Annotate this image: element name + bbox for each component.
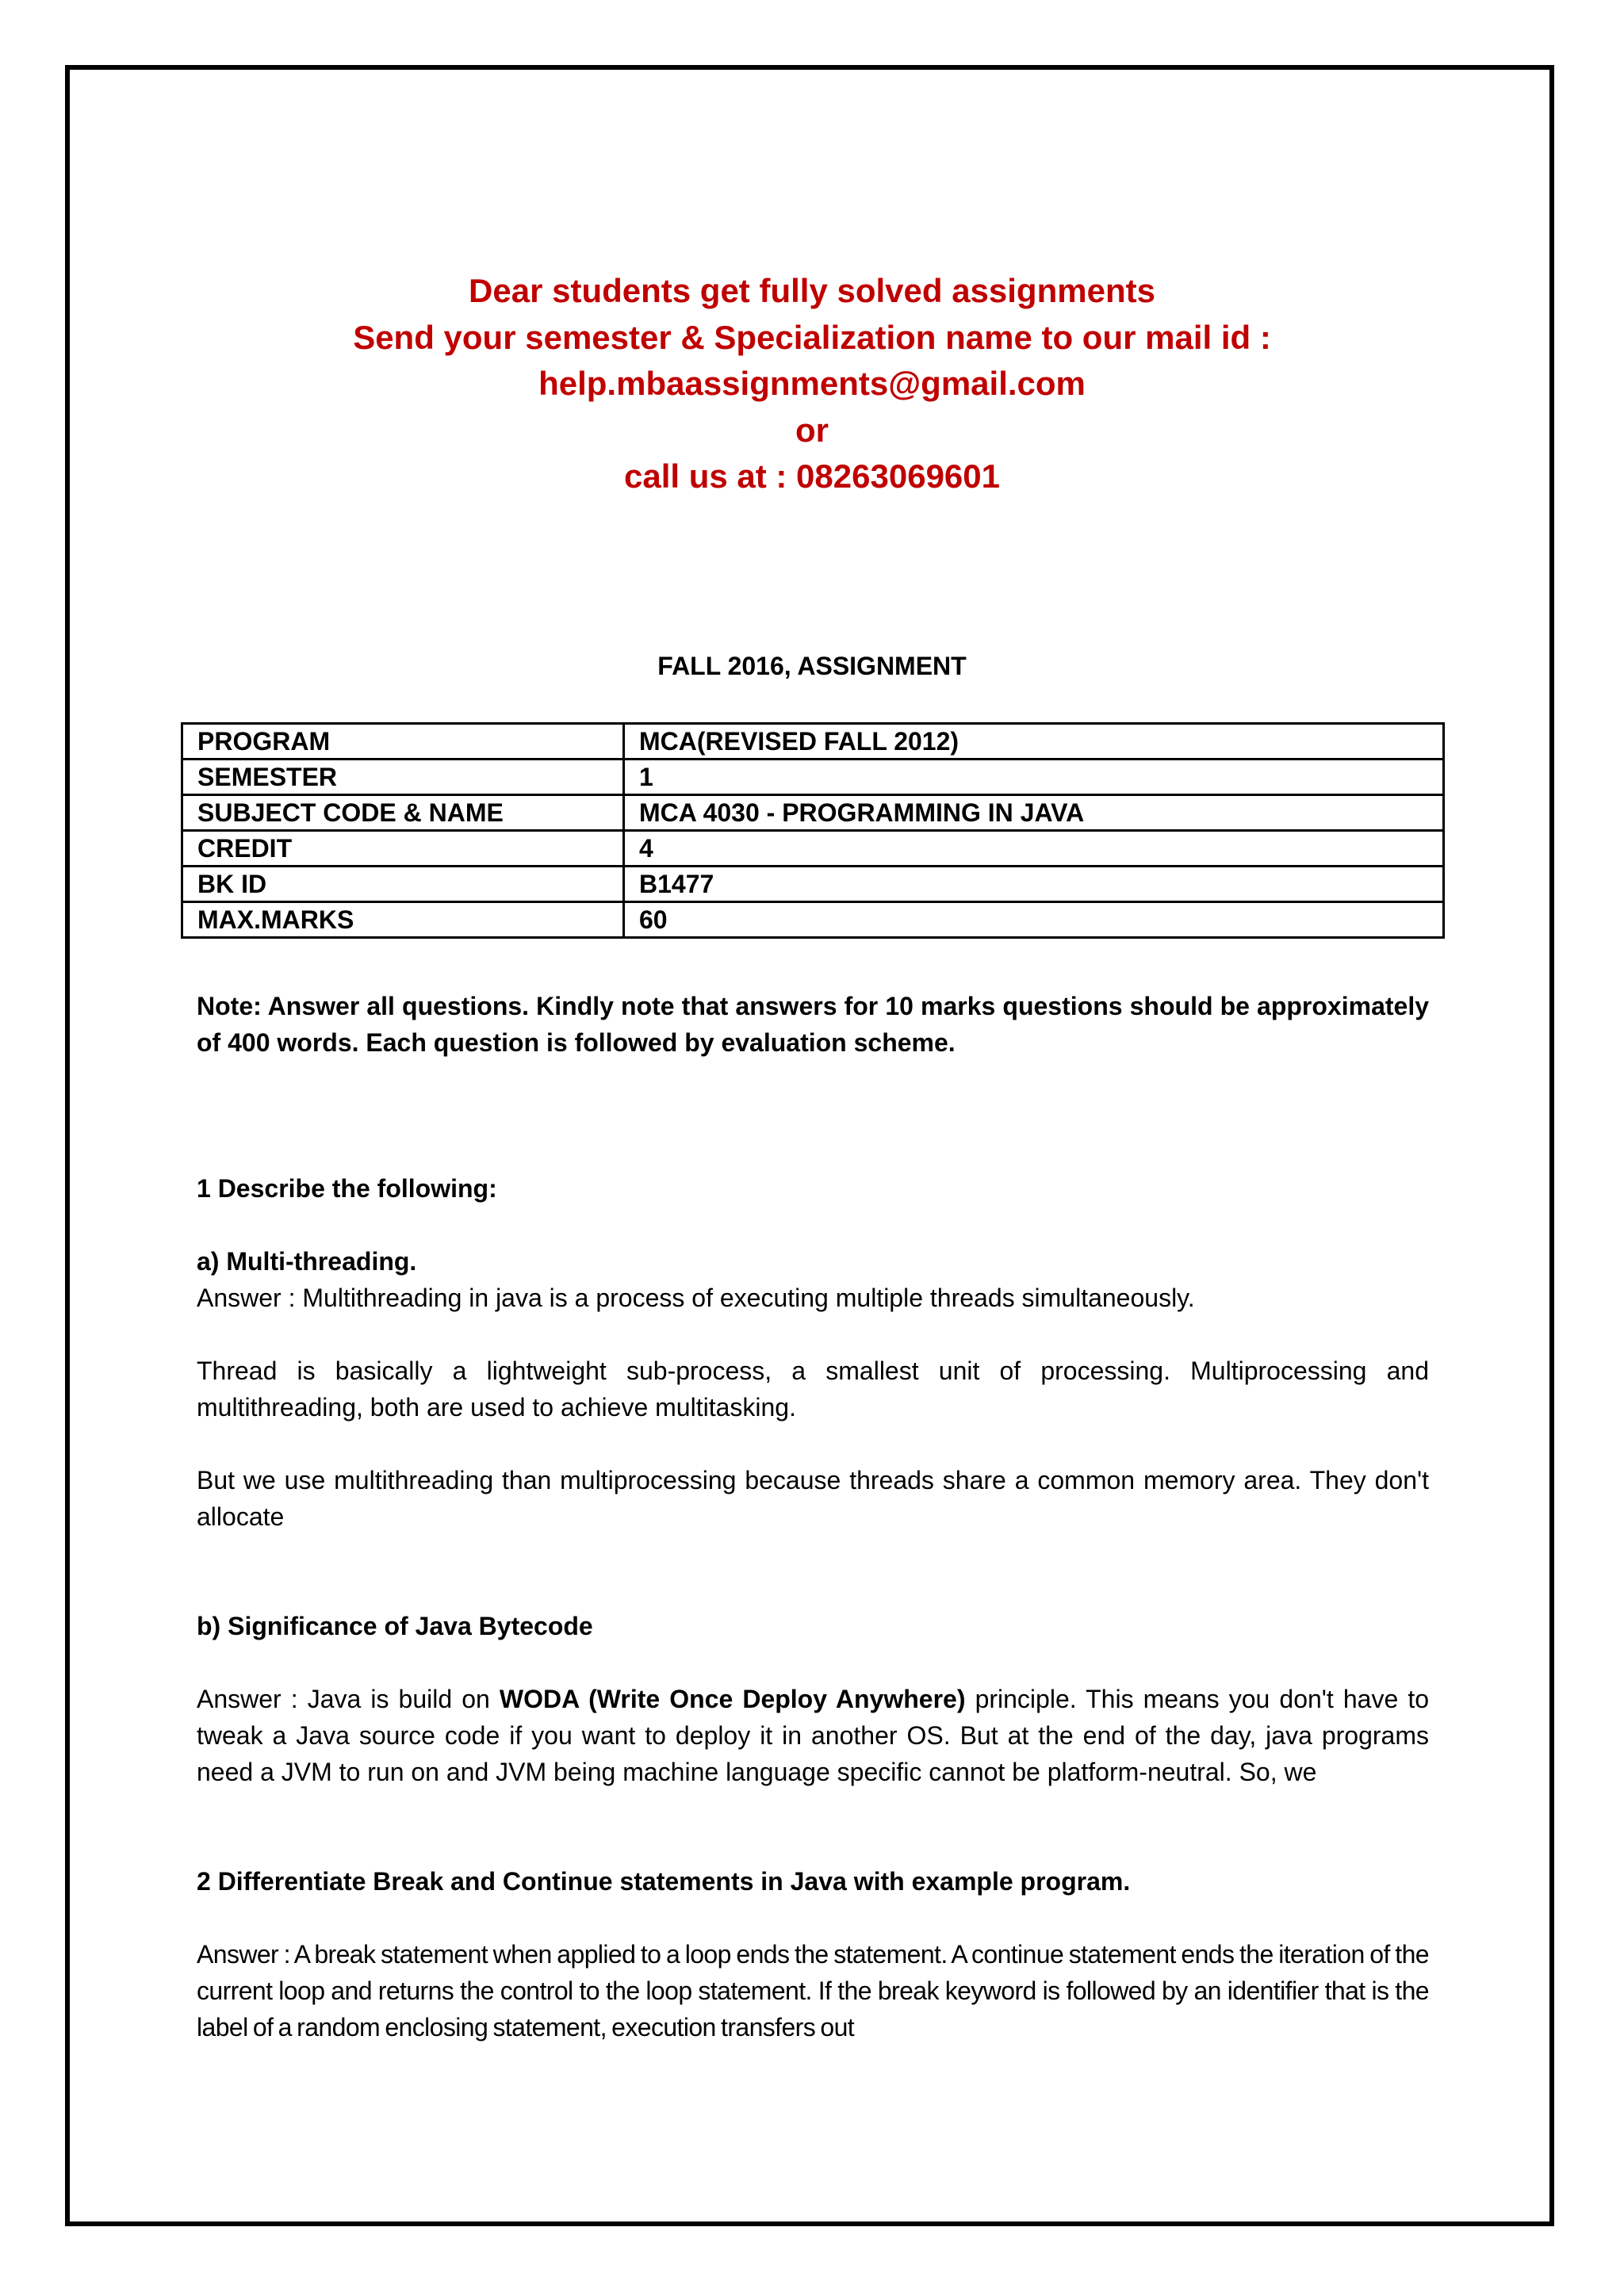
answer-text: principle. This means you don't have to tweak a Java source code if you want to deploy it in another OS. But at the end of the day, java programs need a JVM to run on and JVM being machine language specific cannot be platform-neutral. So, we bbox=[197, 1685, 1430, 1786]
question-1a-answer-intro: Answer : Multithreading in java is a process of executing multiple threads simultaneously. bbox=[197, 1284, 1195, 1312]
promo-email: help.mbaassignments@gmail.com bbox=[538, 365, 1086, 402]
table-row bbox=[182, 902, 1444, 938]
spacer bbox=[197, 1900, 1429, 1936]
question-1b-heading: b) Significance of Java Bytecode bbox=[197, 1612, 593, 1640]
answer-text: Answer : Java is build on bbox=[197, 1685, 500, 1713]
row-label-bkid: BK ID bbox=[182, 867, 624, 902]
row-label-subject: SUBJECT CODE & NAME bbox=[182, 795, 624, 831]
question-1a-answer-memory: But we use multithreading than multiprocessing because threads share a common memory area. They don't allocate bbox=[197, 1466, 1429, 1531]
spacer bbox=[197, 1207, 1429, 1243]
table-row bbox=[182, 760, 1444, 795]
row-label-semester: SEMESTER bbox=[182, 760, 624, 795]
row-label-credit: CREDIT bbox=[182, 831, 624, 867]
table-row bbox=[182, 724, 1444, 760]
woda-term: WODA (Write Once Deploy Anywhere) bbox=[499, 1685, 966, 1713]
promo-instruction: Send your semester & Specialization name to our mail id : bbox=[353, 318, 1271, 356]
row-label-maxmarks: MAX.MARKS bbox=[182, 902, 624, 938]
promo-headline: Dear students get fully solved assignments bbox=[469, 272, 1155, 309]
question-1b-answer bbox=[197, 1681, 1429, 1790]
promo-or: or bbox=[795, 411, 829, 449]
promo-phone: call us at : 08263069601 bbox=[623, 457, 1001, 495]
spacer bbox=[197, 1061, 1429, 1134]
question-1a-answer-thread: Thread is basically a lightweight sub-process, a smallest unit of processing. Multiprocessing and multithreading, both are used to achieve multitasking. bbox=[197, 1357, 1429, 1422]
table-row bbox=[182, 795, 1444, 831]
row-value-maxmarks: 60 bbox=[624, 902, 1444, 938]
spacer bbox=[197, 1535, 1429, 1608]
row-value-program: MCA(REVISED FALL 2012) bbox=[624, 724, 1444, 760]
assignment-title: FALL 2016, ASSIGNMENT bbox=[657, 652, 967, 680]
table-row bbox=[182, 867, 1444, 902]
question-2-answer: Answer : A break statement when applied to a loop ends the statement. A continue statement ends the iteration of the current loop and returns the control to the loop statement. If the break keyword is followed by an identifier that is the label of a random enclosing statement, execution transfers out bbox=[197, 1940, 1429, 2042]
table-row bbox=[182, 831, 1444, 867]
row-label-program: PROGRAM bbox=[182, 724, 624, 760]
question-1-heading: 1 Describe the following: bbox=[197, 1174, 497, 1203]
row-value-semester: 1 bbox=[624, 760, 1444, 795]
spacer bbox=[197, 1316, 1429, 1353]
instruction-note: Note: Answer all questions. Kindly note that answers for 10 marks questions should be approximately of 400 words. Each question is followed by evaluation scheme. bbox=[197, 992, 1429, 1057]
spacer bbox=[197, 1790, 1429, 1863]
spacer bbox=[197, 1425, 1429, 1462]
spacer bbox=[197, 1644, 1429, 1681]
row-value-subject: MCA 4030 - PROGRAMMING IN JAVA bbox=[624, 795, 1444, 831]
promo-banner bbox=[0, 268, 1624, 500]
question-2-heading: 2 Differentiate Break and Continue statements in Java with example program. bbox=[197, 1867, 1131, 1896]
question-1a-heading: a) Multi-threading. bbox=[197, 1247, 417, 1276]
row-value-credit: 4 bbox=[624, 831, 1444, 867]
spacer bbox=[197, 1134, 1429, 1170]
row-value-bkid: B1477 bbox=[624, 867, 1444, 902]
assignment-info-table bbox=[181, 722, 1445, 939]
assignment-body bbox=[197, 988, 1429, 2045]
